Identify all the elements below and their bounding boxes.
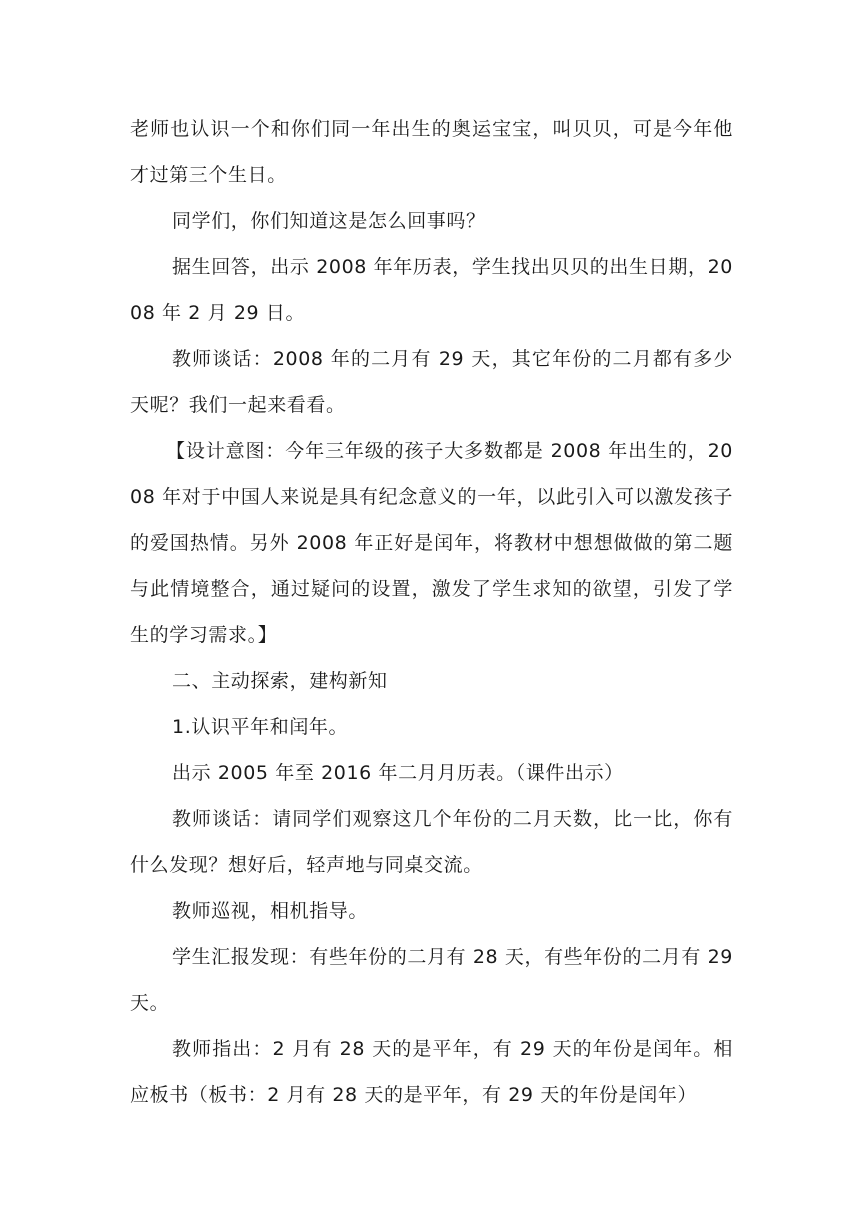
paragraph-calendar-2008: 据生回答，出示 2008 年年历表，学生找出贝贝的出生日期，2008 年 2 月 29 日。 [130,256,733,324]
paragraph-teacher-talk-1: 教师谈话：2008 年的二月有 29 天，其它年份的二月都有多少天呢？我们一起来看看。 [130,348,733,416]
paragraph-teacher-conclusion: 教师指出：2 月有 28 天的是平年，有 29 天的年份是闰年。相应板书（板书：2 月有 28 天的是平年，有 29 天的年份是闰年） [130,1038,733,1106]
paragraph-show-calendars: 出示 2005 年至 2016 年二月月历表。（课件出示） [172,762,624,784]
paragraph-design-intent: 【设计意图：今年三年级的孩子大多数都是 2008 年出生的，2008 年对于中国人来说是具有纪念意义的一年，以此引入可以激发孩子的爱国热情。另外 2008 年正好是闰年，将教材中想想做做的第二题与此情境整合，通过疑问的设置，激发了学生求知的欲望，引发了学生的学习需求。】 [130,440,733,646]
paragraph-teacher-patrol: 教师巡视，相机指导。 [172,900,369,922]
section-heading-explore: 二、主动探索，建构新知 [172,670,388,692]
paragraph-question: 同学们，你们知道这是怎么回事吗？ [172,210,486,232]
paragraph-teacher-talk-2: 教师谈话：请同学们观察这几个年份的二月天数，比一比，你有什么发现？想好后，轻声地与同桌交流。 [130,808,733,876]
subsection-heading-leap-year: 1.认识平年和闰年。 [172,716,349,738]
document-body [130,106,733,1118]
paragraph-intro: 老师也认识一个和你们同一年出生的奥运宝宝，叫贝贝，可是今年他才过第三个生日。 [130,118,733,186]
paragraph-student-report: 学生汇报发现：有些年份的二月有 28 天，有些年份的二月有 29 天。 [130,946,733,1014]
